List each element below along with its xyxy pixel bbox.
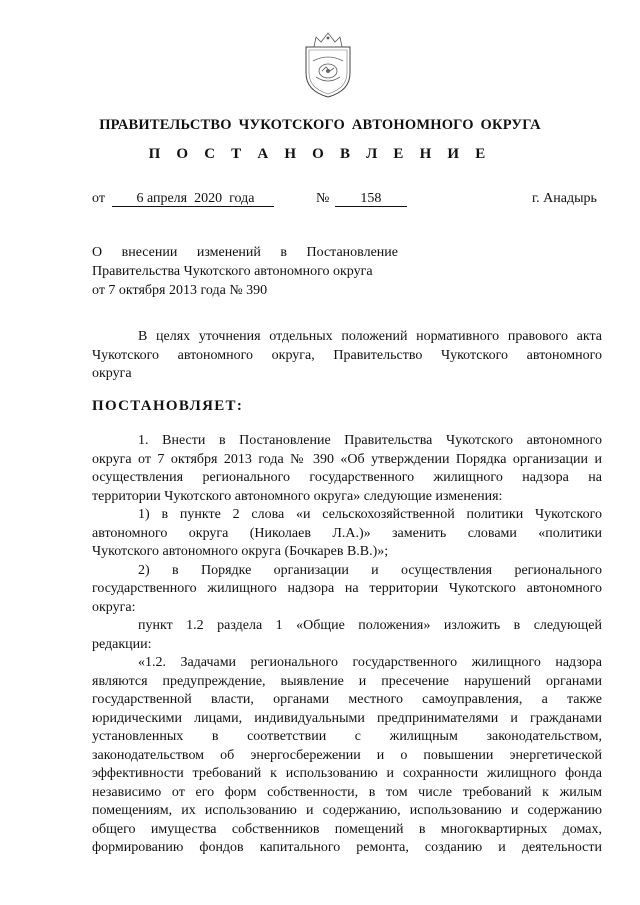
government-title: ПРАВИТЕЛЬСТВО ЧУКОТСКОГО АВТОНОМНОГО ОКРУГА <box>99 117 541 133</box>
document-subject <box>92 243 398 300</box>
body-line: Чукотского автономного округа (Бочкарев В.В.)»; <box>92 544 389 559</box>
body-line: формированию фондов капитального ремонта, созданию и деятельности <box>92 840 602 855</box>
preamble-line: Чукотского автономного округа, Правительство Чукотского автономного <box>92 347 602 363</box>
body-line: территории Чукотского автономного округа» следующие изменения: <box>92 488 503 504</box>
coat-of-arms-emblem <box>300 27 356 101</box>
resolution-body <box>92 432 602 858</box>
subject-line: от 7 октября 2013 года № 390 <box>92 283 268 298</box>
body-line: общего имущества собственников помещений в многоквартирных домах, <box>92 821 602 837</box>
body-line: эффективности требований к использованию и сохранности жилищного фонда <box>92 766 602 781</box>
body-line: редакции: <box>92 636 152 652</box>
body-line: пункт 1.2 раздела 1 «Общие положения» изложить в следующей <box>138 618 602 633</box>
preamble-line: В целях уточнения отдельных положений нормативного правового акта <box>138 329 602 344</box>
number-label: № <box>316 191 330 206</box>
number-field <box>316 191 407 207</box>
body-line: государственной власти, органами местного самоуправления, а также <box>92 692 602 707</box>
body-line: округа: <box>92 599 136 615</box>
subject-line: О внесении изменений в Постановление <box>92 245 398 260</box>
body-line: юридическими лицами, индивидуальными предпринимателями и гражданами <box>92 710 602 726</box>
body-line: помещениям, их использованию и содержанию, использованию и содержанию <box>92 803 602 818</box>
document-number: 158 <box>335 192 407 207</box>
subject-line: Правительства Чукотского автономного округа <box>92 264 373 279</box>
date-field <box>92 191 274 207</box>
body-line: установленных в соответствии с жилищным законодательством, <box>92 729 602 744</box>
body-line: независимо от его форм собственности, в том числе требований к жилым <box>92 784 602 800</box>
document-type-title: П О С Т А Н О В Л Е Н И Е <box>148 146 492 162</box>
body-line: автономного округа (Николаев Л.А.)» заменить словами «политики <box>92 525 602 541</box>
body-line: 1. Внести в Постановление Правительства Чукотского автономного <box>138 433 602 448</box>
body-line: государственного жилищного надзора на территории Чукотского автономного <box>92 581 602 596</box>
body-line: осуществления регионального государственного жилищного надзора на <box>92 470 602 485</box>
body-line: 2) в Порядке организации и осуществления регионального <box>138 562 602 578</box>
resolves-heading: ПОСТАНОВЛЯЕТ: <box>92 398 244 414</box>
body-line: «1.2. Задачами регионального государственного жилищного надзора <box>138 655 602 670</box>
body-line: 1) в пункте 2 слова «и сельскохозяйственной политики Чукотского <box>138 507 602 522</box>
city-name: г. Анадырь <box>532 191 597 206</box>
from-label: от <box>92 191 105 206</box>
preamble-paragraph <box>92 328 602 384</box>
body-line: законодательством об энергосбережении и о повышении энергетической <box>92 747 602 763</box>
preamble-line: округа <box>92 366 132 381</box>
body-line: округа от 7 октября 2013 года № 390 «Об утверждении Порядка организации и <box>92 451 602 467</box>
body-line: являются предупреждение, выявление и пресечение нарушений органами <box>92 673 602 689</box>
document-date: 6 апреля 2020 года <box>112 192 274 207</box>
